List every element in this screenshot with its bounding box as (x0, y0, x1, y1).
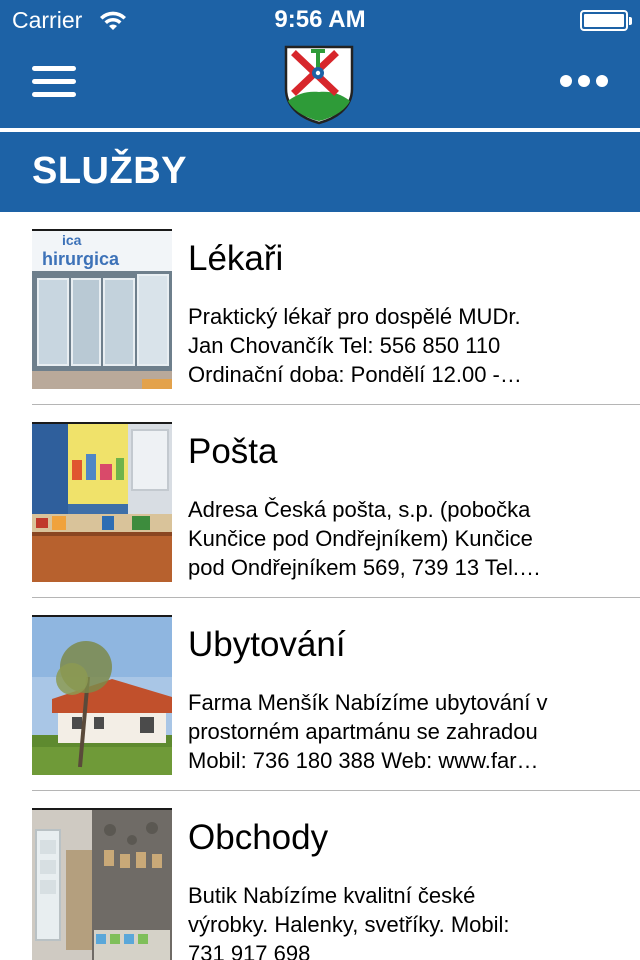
item-description (188, 495, 608, 582)
item-description-line: 731 917 698 (188, 941, 311, 960)
list-item-accommodation[interactable] (0, 598, 640, 791)
list-item-shops[interactable] (0, 791, 640, 960)
thumbnail-image (32, 422, 172, 582)
section-header (0, 132, 640, 212)
list-item-doctors[interactable] (0, 212, 640, 405)
item-description-line: výrobky. Halenky, svetříky. Mobil: (188, 912, 510, 937)
status-bar (0, 0, 640, 40)
thumbnail-image (32, 615, 172, 775)
thumbnail-image (32, 229, 172, 389)
item-title: Lékaři (188, 239, 284, 278)
item-description-line: Ordinační doba: Pondělí 12.00 -… (188, 362, 522, 387)
item-title: Ubytování (188, 625, 346, 664)
list-item-post-office[interactable] (0, 405, 640, 598)
carrier-label: Carrier (12, 7, 83, 33)
item-description-line: prostorném apartmánu se zahradou (188, 719, 538, 744)
item-title: Pošta (188, 432, 278, 471)
item-description-line: Adresa Česká pošta, s.p. (pobočka (188, 497, 531, 522)
battery-icon (580, 10, 628, 31)
top-bar (0, 0, 640, 128)
item-description (188, 881, 608, 960)
item-description-line: Praktický lékař pro dospělé MUDr. (188, 304, 521, 329)
item-description (188, 302, 608, 389)
shop-photo-icon (32, 810, 172, 960)
item-description-line: Farma Menšík Nabízíme ubytování v (188, 690, 548, 715)
item-title: Obchody (188, 818, 329, 857)
item-description-line: Butik Nabízíme kvalitní české (188, 883, 476, 908)
item-description-line: Kunčice pod Ondřejníkem) Kunčice (188, 526, 533, 551)
clinic-photo-icon (32, 231, 172, 389)
item-description-line: Jan Chovančík Tel: 556 850 110 (188, 333, 501, 358)
farmhouse-photo-icon (32, 617, 172, 775)
page-title: SLUŽBY (32, 150, 187, 192)
item-description (188, 688, 608, 775)
post-office-photo-icon (32, 424, 172, 582)
svg-text:ica: ica (62, 232, 82, 248)
item-description-line: pod Ondřejníkem 569, 739 13 Tel.… (188, 555, 542, 580)
hamburger-icon[interactable] (32, 66, 76, 98)
thumbnail-image (32, 808, 172, 960)
svg-text:hirurgica: hirurgica (42, 249, 120, 269)
status-time: 9:56 AM (274, 6, 366, 33)
more-dots-icon[interactable] (560, 72, 608, 92)
item-description-line: Mobil: 736 180 388 Web: www.far… (188, 748, 539, 773)
services-list (0, 212, 640, 960)
coat-of-arms-logo (282, 43, 356, 125)
